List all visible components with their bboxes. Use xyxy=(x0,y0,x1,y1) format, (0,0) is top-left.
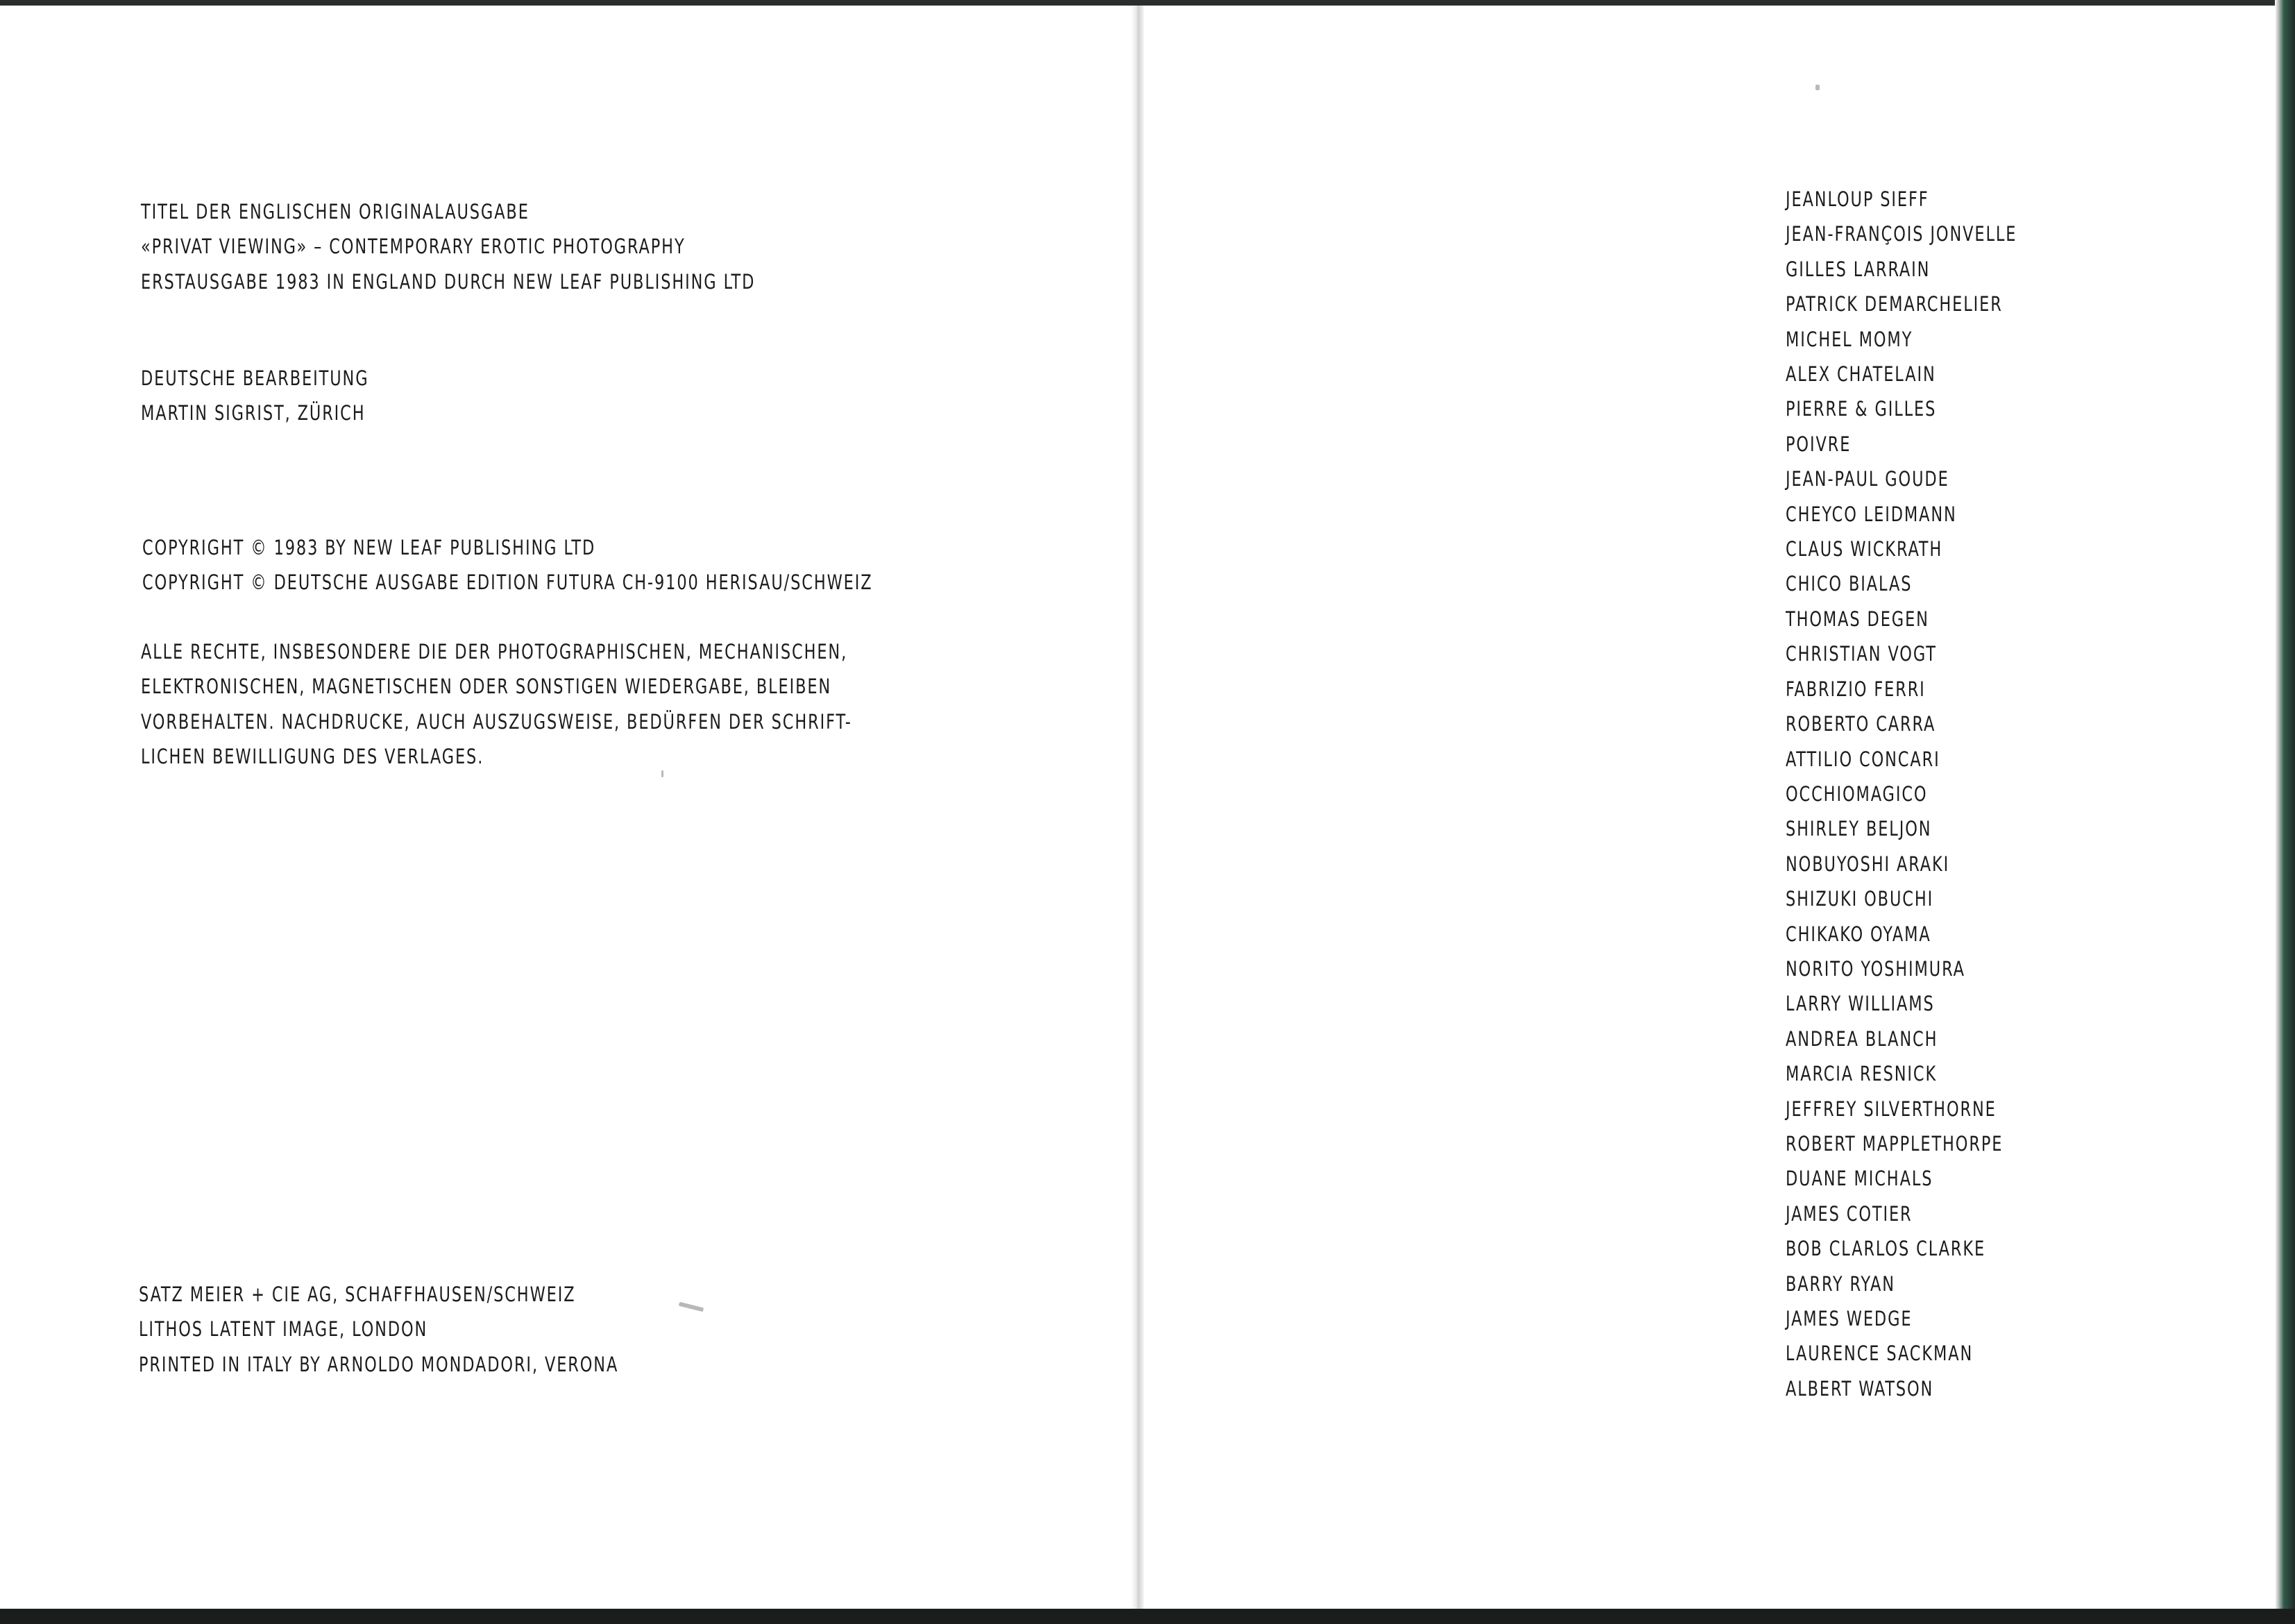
photographer-name: ROBERT MAPPLETHORPE xyxy=(1786,1131,2004,1156)
top-book-edge xyxy=(0,0,2295,6)
photographer-name: BOB CLARLOS CLARKE xyxy=(1786,1237,1986,1261)
copyright-line: COPYRIGHT © DEUTSCHE AUSGABE EDITION FUTURA CH-9100 HERISAU/SCHWEIZ xyxy=(142,570,873,595)
photographer-name: PATRICK DEMARCHELIER xyxy=(1786,292,2003,316)
photographer-name: OCCHIOMAGICO xyxy=(1786,781,1928,806)
photographer-name: DUANE MICHALS xyxy=(1786,1167,1933,1191)
photographer-name: LARRY WILLIAMS xyxy=(1786,992,1935,1016)
photographer-name: SHIRLEY BELJON xyxy=(1786,817,1932,841)
book-gutter xyxy=(1131,6,1144,1609)
left-page xyxy=(0,6,1137,1609)
photographer-name: ATTILIO CONCARI xyxy=(1786,747,1940,771)
photographer-name: JEFFREY SILVERTHORNE xyxy=(1786,1097,1997,1121)
photographer-name: BARRY RYAN xyxy=(1786,1271,1895,1296)
bottom-book-edge xyxy=(0,1609,2295,1624)
photographer-name: CHRISTIAN VOGT xyxy=(1786,642,1937,666)
rights-notice-line: ELEKTRONISCHEN, MAGNETISCHEN ODER SONSTIGEN WIEDERGABE, BLEIBEN xyxy=(141,675,832,699)
production-credits-block xyxy=(139,1277,618,1382)
photographer-name: CHICO BIALAS xyxy=(1786,572,1913,596)
photographer-name: POIVRE xyxy=(1786,432,1852,456)
production-credit-line: LITHOS LATENT IMAGE, LONDON xyxy=(139,1317,428,1342)
production-credit-line: SATZ MEIER + CIE AG, SCHAFFHAUSEN/SCHWEIZ xyxy=(139,1283,576,1306)
rights-notice-line: VORBEHALTEN. NACHDRUCKE, AUCH AUSZUGSWEISE, BEDÜRFEN DER SCHRIFT- xyxy=(141,709,852,734)
original-title-line: ERSTAUSGABE 1983 IN ENGLAND DURCH NEW LEAF PUBLISHING LTD xyxy=(141,269,756,294)
rights-notice-line: LICHEN BEWILLIGUNG DES VERLAGES. xyxy=(141,745,484,769)
photographer-name: MARCIA RESNICK xyxy=(1786,1062,1938,1086)
photographer-name: JEAN-PAUL GOUDE xyxy=(1786,467,1949,491)
german-edition-line: MARTIN SIGRIST, ZÜRICH xyxy=(141,401,366,425)
photographer-name: ANDREA BLANCH xyxy=(1786,1026,1938,1051)
original-title-line: «PRIVAT VIEWING» – CONTEMPORARY EROTIC PHOTOGRAPHY xyxy=(141,235,686,259)
photographer-name: JAMES COTIER xyxy=(1786,1201,1913,1226)
photographer-name: THOMAS DEGEN xyxy=(1786,607,1929,631)
photographer-list xyxy=(1786,182,2017,1406)
copyright-block xyxy=(142,530,873,600)
rights-notice-block xyxy=(141,634,852,775)
photographer-name: ROBERTO CARRA xyxy=(1786,712,1936,736)
rights-notice-line: ALLE RECHTE, INSBESONDERE DIE DER PHOTOGRAPHISCHEN, MECHANISCHEN, xyxy=(141,640,848,663)
photographer-name: JAMES WEDGE xyxy=(1786,1307,1913,1330)
photographer-name: JEAN-FRANÇOIS JONVELLE xyxy=(1786,222,2017,246)
photographer-name: ALEX CHATELAIN xyxy=(1786,362,1936,387)
photographer-name: CHEYCO LEIDMANN xyxy=(1786,502,1957,526)
copyright-line: COPYRIGHT © 1983 BY NEW LEAF PUBLISHING LTD xyxy=(142,536,596,559)
photographer-name: LAURENCE SACKMAN xyxy=(1786,1342,1974,1366)
photographer-name: PIERRE & GILLES xyxy=(1786,397,1937,421)
german-edition-line: DEUTSCHE BEARBEITUNG xyxy=(141,366,369,390)
photographer-name: CLAUS WICKRATH xyxy=(1786,537,1943,561)
paper-speck xyxy=(1815,85,1820,90)
right-book-edge xyxy=(2275,0,2295,1624)
paper-speck xyxy=(661,770,663,777)
original-title-line: TITEL DER ENGLISCHEN ORIGINALAUSGABE xyxy=(141,200,530,223)
german-edition-block xyxy=(141,361,369,431)
photographer-name: SHIZUKI OBUCHI xyxy=(1786,887,1934,911)
photographer-name: GILLES LARRAIN xyxy=(1786,257,1931,281)
photographer-name: NORITO YOSHIMURA xyxy=(1786,956,1965,981)
production-credit-line: PRINTED IN ITALY BY ARNOLDO MONDADORI, VERONA xyxy=(139,1352,619,1376)
original-title-block xyxy=(141,194,755,299)
photographer-name: MICHEL MOMY xyxy=(1786,327,1913,351)
photographer-name: ALBERT WATSON xyxy=(1786,1376,1934,1401)
photographer-name: NOBUYOSHI ARAKI xyxy=(1786,852,1950,876)
photographer-name: CHIKAKO OYAMA xyxy=(1786,922,1931,946)
paper-speck xyxy=(679,1302,704,1312)
photographer-name: JEANLOUP SIEFF xyxy=(1786,187,1929,211)
photographer-name: FABRIZIO FERRI xyxy=(1786,677,1926,701)
right-page xyxy=(1144,6,2275,1609)
